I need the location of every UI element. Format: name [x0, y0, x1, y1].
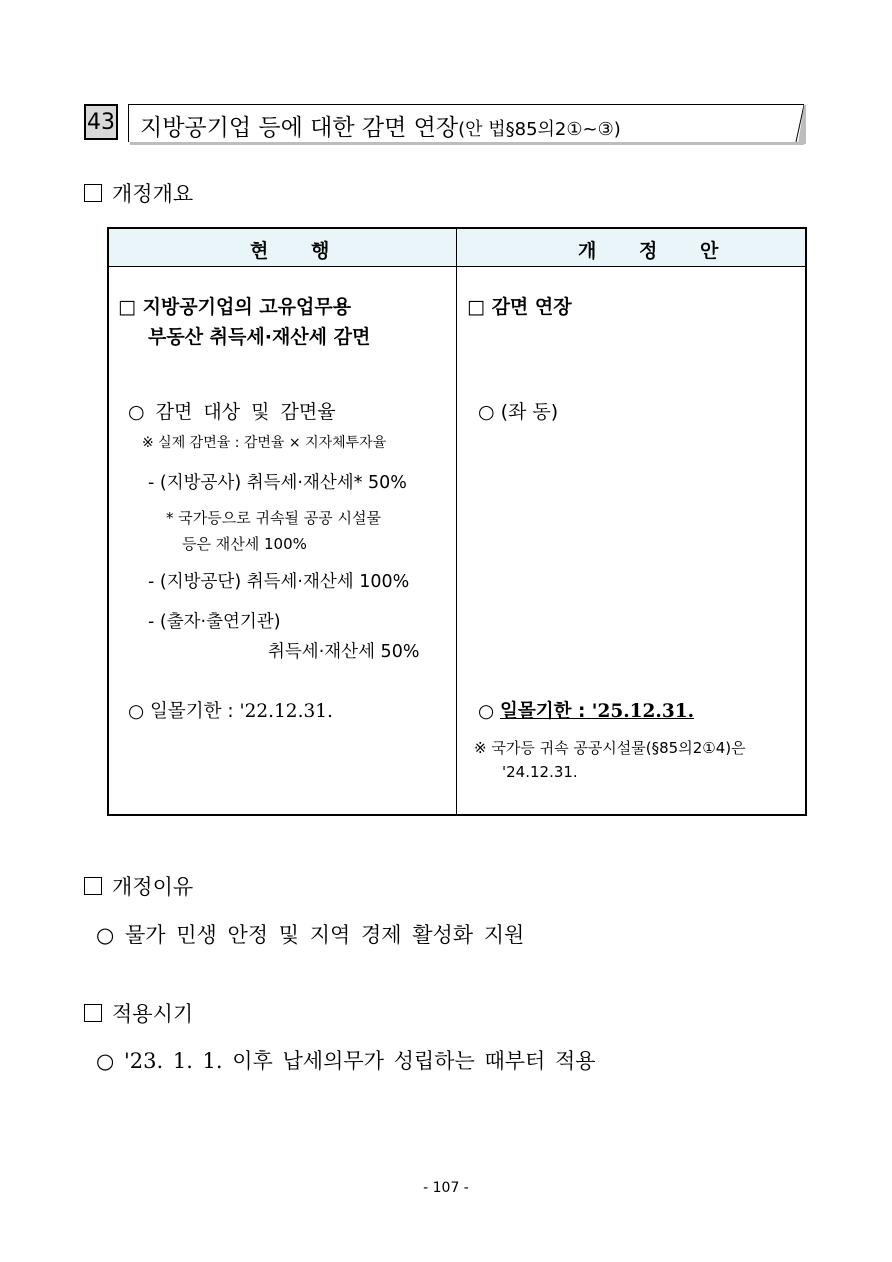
current-dash-invested-2: 취득세·재산세 50% [268, 642, 420, 662]
current-dash-public-agency: - (지방공단) 취득세·재산세 100% [148, 572, 410, 592]
current-dash-public-corp: - (지방공사) 취득세·재산세* 50% [148, 473, 407, 493]
section-overview-label: 개정개요 [112, 182, 194, 206]
proposed-deadline-bullet: ○ [478, 701, 501, 722]
section-overview [84, 178, 193, 208]
title-shadow [130, 142, 804, 145]
current-heading-1: □ 지방공기업의 고유업무용 [118, 296, 352, 318]
proposed-note-2: '24.12.31. [502, 763, 578, 781]
current-deadline [128, 697, 333, 723]
proposed-deadline-value: '25.12.31. [591, 701, 695, 722]
current-note-rate: ※ 실제 감면율 : 감면율 × 지자체투자율 [142, 435, 387, 451]
current-deadline-label: ○ 일몰기한 : [128, 701, 240, 722]
section-reason [84, 871, 193, 901]
current-item-target: ○ 감면 대상 및 감면율 [128, 401, 336, 423]
current-star-note-1: * 국가등으로 귀속될 공공 시설물 [166, 509, 381, 527]
timing-date: ○ '23. 1. 1. [96, 1049, 223, 1073]
page-title [140, 109, 621, 142]
section-timing-label: 적용시기 [112, 1002, 194, 1026]
current-heading-2: 부동산 취득세·재산세 감면 [148, 326, 371, 348]
checkbox-square-icon [84, 184, 102, 202]
current-star-note-2: 등은 재산세 100% [182, 535, 307, 553]
title-slant-decoration [790, 104, 806, 144]
proposed-deadline-label: 일몰기한 : [500, 701, 592, 722]
table-divider [456, 229, 457, 814]
reason-text: ○ 물가 민생 안정 및 지역 경제 활성화 지원 [96, 923, 525, 947]
title-reference: (안 법§85의2①~③) [458, 119, 621, 140]
timing-rest: 이후 납세의무가 성립하는 때부터 적용 [222, 1049, 596, 1073]
checkbox-square-icon [84, 1004, 102, 1022]
proposed-item-same: ○ (좌 동) [478, 401, 559, 423]
timing-text [96, 1045, 596, 1075]
item-number: 43 [84, 104, 118, 140]
section-reason-label: 개정이유 [112, 875, 194, 899]
proposed-deadline [478, 697, 694, 723]
proposed-heading: □ 감면 연장 [467, 296, 572, 318]
proposed-note-1: ※ 국가등 귀속 공공시설물(§85의2①4)은 [474, 739, 746, 757]
checkbox-square-icon [84, 877, 102, 895]
section-timing [84, 998, 193, 1028]
current-dash-invested-1: - (출자·출연기관) [148, 612, 281, 632]
column-proposed: 개 정 안 [578, 240, 737, 262]
title-main: 지방공기업 등에 대한 감면 연장 [140, 115, 459, 141]
column-current: 현 행 [250, 240, 348, 262]
current-deadline-value: '22.12.31. [239, 701, 333, 722]
page-number: - 107 - [423, 1180, 469, 1196]
